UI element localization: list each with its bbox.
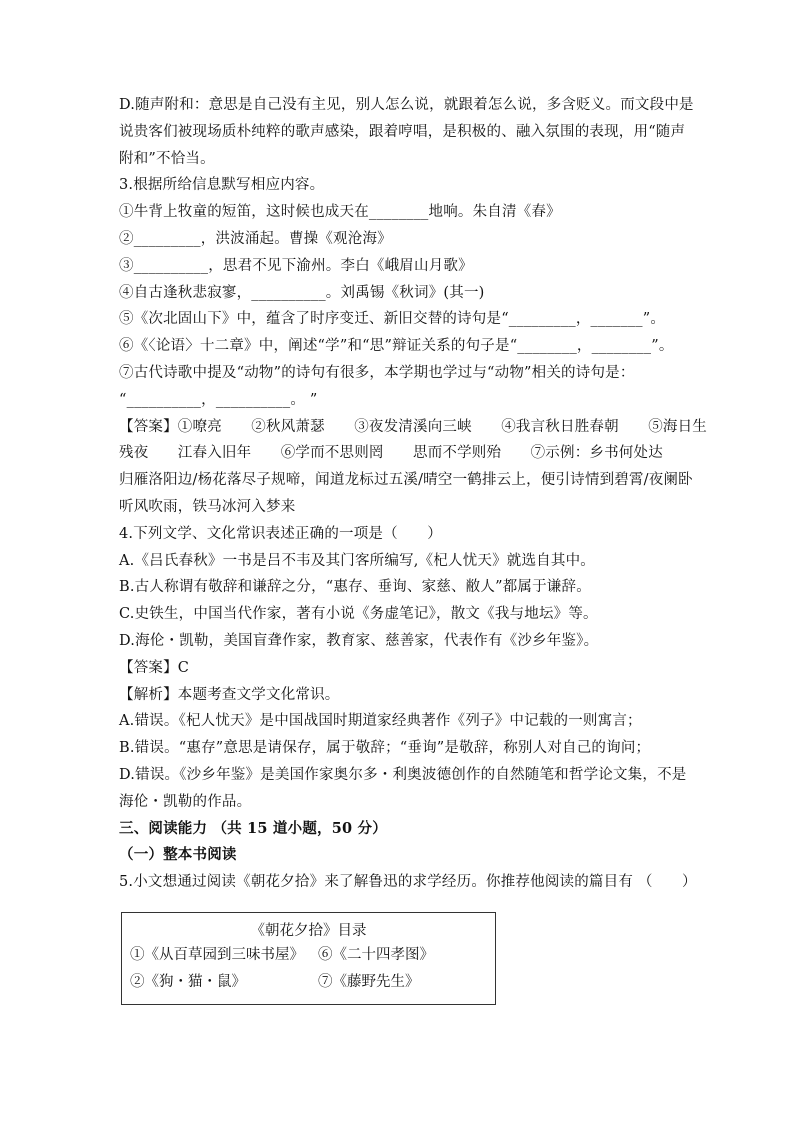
question-3-heading: 3.根据所给信息默写相应内容。: [119, 177, 325, 194]
answer-line: 【答案】①嘹亮 ②秋风萧瑟 ③夜发清溪向三峡 ④我言秋日胜春朝 ⑤海日生: [119, 418, 707, 435]
text-line: 附和”不恰当。: [119, 150, 215, 167]
text-line: 说贵客们被现场质朴纯粹的歌声感染，跟着哼唱，是积极的、融入氛围的表现，用“随声: [119, 123, 686, 140]
text-line: ①牛背上牧童的短笛，这时候也成天在________地响。朱自清《春》: [119, 204, 561, 221]
answer-line: 听风吹雨，铁马冰河入梦来: [119, 498, 296, 515]
option-c: C.史铁生，中国当代作家，著有小说《务虚笔记》，散文《我与地坛》等。: [119, 606, 598, 623]
question-5-heading: 5.小文想通过阅读《朝花夕拾》来了解鲁迅的求学经历。你推荐他阅读的篇目有 （ ）: [119, 874, 697, 891]
question-4-heading: 4.下列文学、文化常识表述正确的一项是（ ）: [119, 525, 442, 542]
text-line: “__________，__________。 ”: [119, 391, 318, 408]
text-line: ④自古逢秋悲寂寥，__________。刘禹锡《秋词》(其一): [119, 284, 485, 301]
analysis-line: A.错误。《杞人忧天》是中国战国时期道家经典著作《列子》中记载的一则寓言；: [119, 713, 642, 730]
analysis-line: 【解析】本题考查文学文化常识。: [119, 686, 340, 703]
answer-line: 残夜 江春入旧年 ⑥学而不思则罔 思而不学则殆 ⑦示例：乡书何处达: [119, 445, 663, 462]
subsection-heading: （一）整本书阅读: [119, 846, 237, 864]
analysis-line: 海伦・凯勒的作品。: [119, 793, 252, 810]
table-of-contents-box: [121, 912, 496, 1005]
text-line: ②_________，洪波涌起。曹操《观沧海》: [119, 230, 392, 247]
analysis-line: D.错误。《沙乡年鉴》是美国作家奥尔多・利奥波德创作的自然随笔和哲学论文集，不是: [119, 766, 687, 783]
text-line: ⑦古代诗歌中提及“动物”的诗句有很多，本学期也学过与“动物”相关的诗句是：: [119, 364, 635, 381]
text-line: D.随声附和：意思是自己没有主见，别人怎么说，就跟着怎么说，多含贬义。而文段中是: [119, 97, 694, 113]
text-line: ⑥《〈论语〉十二章》中，阐述“学”和“思”辩证关系的句子是“________，________”。: [119, 338, 674, 355]
toc-item: ①《从百草园到三味书屋》: [130, 947, 304, 963]
text-line: ⑤《次北固山下》中，蕴含了时序变迁、新旧交替的诗句是“_________，_______”。: [119, 311, 666, 328]
option-a: A.《吕氏春秋》一书是吕不韦及其门客所编写,《杞人忧天》就选自其中。: [119, 552, 595, 569]
toc-title: 《朝花夕拾》目录: [250, 923, 367, 939]
toc-item: ②《狗・猫・鼠》: [130, 974, 246, 990]
option-d: D.海伦・凯勒，美国盲聋作家，教育家、慈善家，代表作有《沙乡年鉴》。: [119, 632, 599, 649]
document-body: [119, 92, 707, 896]
toc-row: [122, 969, 495, 996]
toc-item: ⑦《藤野先生》: [318, 974, 420, 990]
toc-item: ⑥《二十四孝图》: [318, 947, 434, 963]
analysis-line: B.错误。“惠存”意思是请保存，属于敬辞；“垂询”是敬辞，称别人对自己的询问；: [119, 740, 651, 757]
answer-line: 【答案】C: [119, 659, 190, 676]
answer-line: 归雁洛阳边/杨花落尽子规啼，闻道龙标过五溪/晴空一鹤排云上，便引诗情到碧霄/夜阑卧: [119, 472, 693, 489]
section-heading: 三、阅读能力 （共 15 道小题，50 分）: [119, 819, 387, 837]
option-b: B.古人称谓有敬辞和谦辞之分，“惠存、垂询、家慈、敝人”都属于谦辞。: [119, 579, 591, 596]
text-line: ③__________，思君不见下渝州。李白《峨眉山月歌》: [119, 257, 473, 274]
toc-row: [122, 942, 495, 969]
